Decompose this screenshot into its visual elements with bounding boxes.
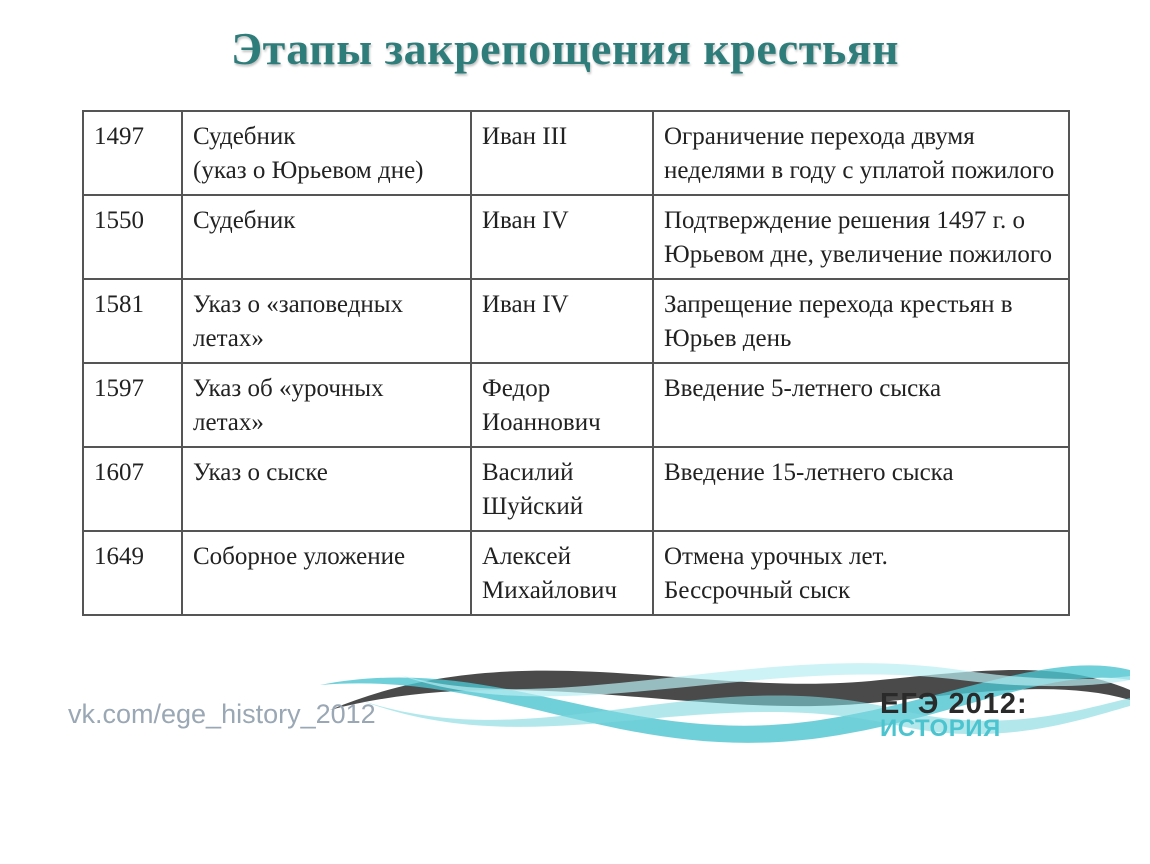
- serfdom-stages-table: [82, 110, 1070, 616]
- content-cell: Запрещение перехода крестьян в Юрьев день: [653, 279, 1069, 363]
- ruler-cell: Иван IV: [471, 279, 653, 363]
- document-cell: Судебник (указ о Юрьевом дне): [182, 111, 471, 195]
- year-cell: 1597: [83, 363, 182, 447]
- document-cell: Соборное уложение: [182, 531, 471, 615]
- content-cell: Отмена урочных лет. Бессрочный сыск: [653, 531, 1069, 615]
- ruler-cell: Василий Шуйский: [471, 447, 653, 531]
- document-cell: Судебник: [182, 195, 471, 279]
- ruler-cell: Федор Иоаннович: [471, 363, 653, 447]
- year-cell: 1581: [83, 279, 182, 363]
- ruler-cell: Иван IV: [471, 195, 653, 279]
- year-cell: 1497: [83, 111, 182, 195]
- document-cell: Указ о сыске: [182, 447, 471, 531]
- year-cell: 1649: [83, 531, 182, 615]
- year-cell: 1550: [83, 195, 182, 279]
- table-row: [83, 363, 1069, 447]
- content-cell: Введение 15-летнего сыска: [653, 447, 1069, 531]
- brand-line-2: ИСТОРИЯ: [880, 715, 1001, 742]
- document-cell: Указ о «заповедных летах»: [182, 279, 471, 363]
- content-cell: Подтверждение решения 1497 г. о Юрьевом дне, увеличение пожилого: [653, 195, 1069, 279]
- page-title: Этапы закрепощения крестьян: [230, 23, 900, 74]
- table-row: [83, 195, 1069, 279]
- table-row: [83, 447, 1069, 531]
- vk-link[interactable]: vk.com/ege_history_2012: [68, 699, 376, 729]
- year-cell: 1607: [83, 447, 182, 531]
- document-cell: Указ об «урочных летах»: [182, 363, 471, 447]
- ege-brand-logo: [880, 690, 1028, 741]
- content-cell: Введение 5-летнего сыска: [653, 363, 1069, 447]
- brand-line-1: ЕГЭ 2012:: [880, 688, 1028, 720]
- ruler-cell: Иван III: [471, 111, 653, 195]
- table-row: [83, 279, 1069, 363]
- table-row: [83, 531, 1069, 615]
- ruler-cell: Алексей Михайлович: [471, 531, 653, 615]
- content-cell: Ограничение перехода двумя неделями в году с уплатой пожилого: [653, 111, 1069, 195]
- table-row: [83, 111, 1069, 195]
